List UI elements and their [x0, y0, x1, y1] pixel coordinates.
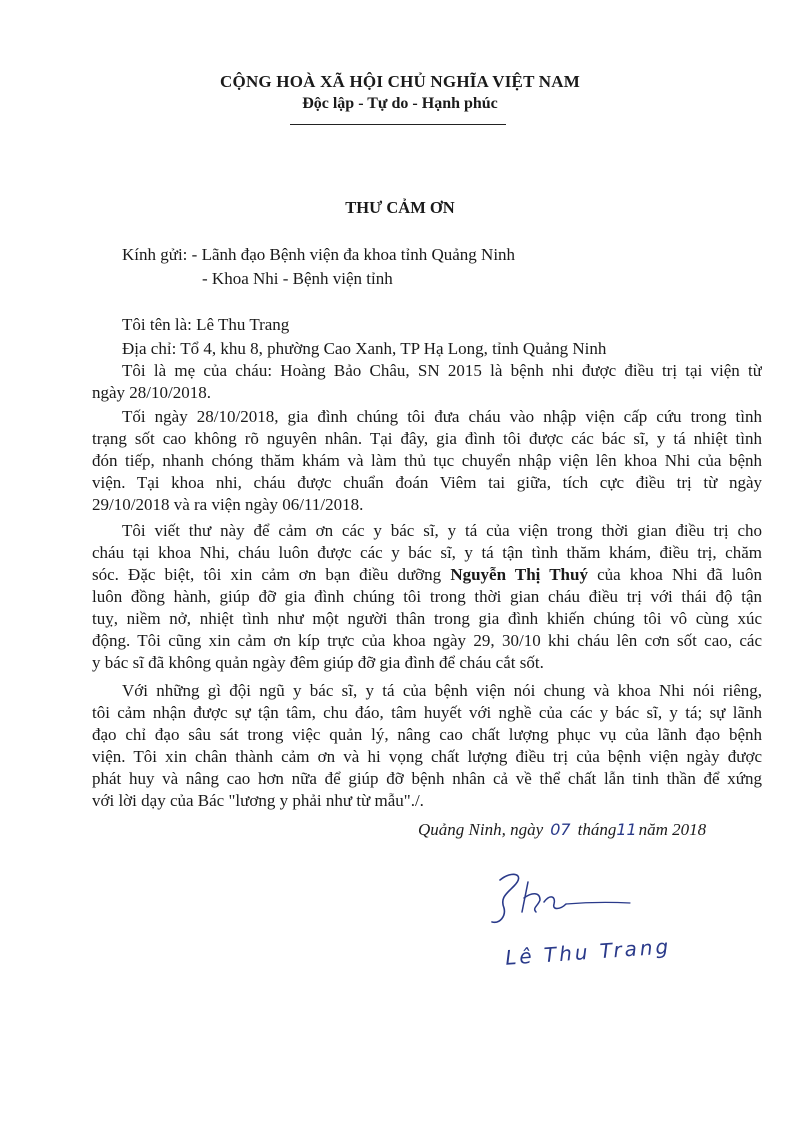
- paragraph-text: sóc. Đặc biệt, tôi xin cảm ơn bạn điều dưỡng: [92, 565, 451, 584]
- paragraph-line: tôi cảm nhận được sự tận tâm, chu đáo, tâm huyết với nghề của các y bác sĩ, y tá; sự lãnh: [92, 703, 762, 722]
- paragraph-line: Tối ngày 28/10/2018, gia đình chúng tôi đưa cháu vào nhập viện cấp cứu trong tình: [122, 407, 762, 426]
- paragraph-line: viện. Tại khoa nhi, cháu được chuẩn đoán Viêm tai giữa, tích cực điều trị từ ngày: [92, 473, 762, 492]
- nurse-name: Nguyễn Thị Thuý: [450, 565, 588, 584]
- paragraph-3: [92, 520, 762, 674]
- paragraph-line: viện. Tôi xin chân thành cảm ơn và hi vọng chất lượng điều trị của bệnh viện ngày được: [92, 747, 762, 766]
- national-name: CỘNG HOÀ XÃ HỘI CHỦ NGHĨA VIỆT NAM: [220, 72, 580, 91]
- national-motto: Độc lập - Tự do - Hạnh phúc: [302, 95, 498, 112]
- place-date: [418, 820, 706, 840]
- paragraph-line: ngày 28/10/2018.: [92, 383, 211, 402]
- paragraph-line: [92, 564, 762, 586]
- handwritten-month: 11: [616, 820, 637, 839]
- paragraph-line: luôn đồng hành, giúp đỡ gia đình chúng tôi trong thời gian cháu điều trị với thái độ tận: [92, 587, 762, 606]
- signature-name: [504, 934, 672, 970]
- handwritten-day: 07: [550, 820, 571, 839]
- paragraph-line: y bác sĩ đã không quản ngày đêm giúp đỡ gia đình để cháu cắt sốt.: [92, 653, 544, 672]
- handwritten-signature-name: Lê Thu Trang: [504, 934, 672, 970]
- year-label: năm 2018: [638, 820, 707, 839]
- paragraph-line: tuỵ, niềm nở, nhiệt tình như một người thân trong gia đình khiến chúng tôi vô cùng xúc: [92, 609, 762, 628]
- place-label: Quảng Ninh, ngày: [418, 820, 544, 839]
- sender-address: Địa chỉ: Tổ 4, khu 8, phường Cao Xanh, TP Hạ Long, tỉnh Quảng Ninh: [122, 339, 607, 358]
- paragraph-line: 29/10/2018 và ra viện ngày 06/11/2018.: [92, 495, 364, 514]
- paragraph-text: của khoa Nhi đã luôn: [587, 565, 762, 584]
- addressee-line-1: Kính gửi: - Lãnh đạo Bệnh viện đa khoa tỉnh Quảng Ninh: [122, 245, 516, 264]
- paragraph-line: đón tiếp, nhanh chóng thăm khám và làm thủ tục chuyển nhập viện lên khoa Nhi của bệnh: [92, 451, 762, 470]
- paragraph-line: động. Tôi cũng xin cảm ơn kíp trực của khoa ngày 29, 30/10 khi cháu lên cơn sốt cao, các: [92, 631, 762, 650]
- paragraph-line: với lời dạy của Bác "lương y phải như từ mẫu"./.: [92, 791, 424, 810]
- paragraph-line: Tôi viết thư này để cảm ơn các y bác sĩ, y tá của viện trong thời gian điều trị cho: [122, 521, 762, 540]
- paragraph-line: cháu tại khoa Nhi, cháu luôn được các y bác sĩ, y tá tận tình thăm khám, điều trị, chăm: [92, 543, 762, 562]
- header-divider: [290, 124, 506, 125]
- letter-title: THƯ CẢM ƠN: [345, 198, 455, 217]
- paragraph-line: Với những gì đội ngũ y bác sĩ, y tá của bệnh viện nói chung và khoa Nhi nói riêng,: [122, 681, 762, 700]
- paragraph-line: phát huy và nâng cao hơn nữa để giúp đỡ bệnh nhân cả về thể chất lẫn tinh thần để xứng: [92, 769, 762, 788]
- paragraph-line: trạng sốt cao không rõ nguyên nhân. Tại đây, gia đình tôi được các bác sĩ, y tá nhiệt tình: [92, 429, 762, 448]
- paragraph-line: Tôi là mẹ của cháu: Hoàng Bảo Châu, SN 2015 là bệnh nhi được điều trị tại viện từ: [122, 361, 762, 380]
- sender-name: Tôi tên là: Lê Thu Trang: [122, 315, 290, 334]
- paragraph-4: [92, 680, 762, 812]
- paragraph-line: đạo chỉ đạo sâu sát trong việc quản lý, nâng cao chất lượng phục vụ của lãnh đạo bệnh: [92, 725, 762, 744]
- paragraph-2: [92, 406, 762, 516]
- addressee-line-2: - Khoa Nhi - Bệnh viện tỉnh: [202, 269, 393, 288]
- paragraph-1: [92, 360, 762, 404]
- month-label: tháng: [577, 820, 617, 839]
- signature-mark-icon: [470, 868, 670, 928]
